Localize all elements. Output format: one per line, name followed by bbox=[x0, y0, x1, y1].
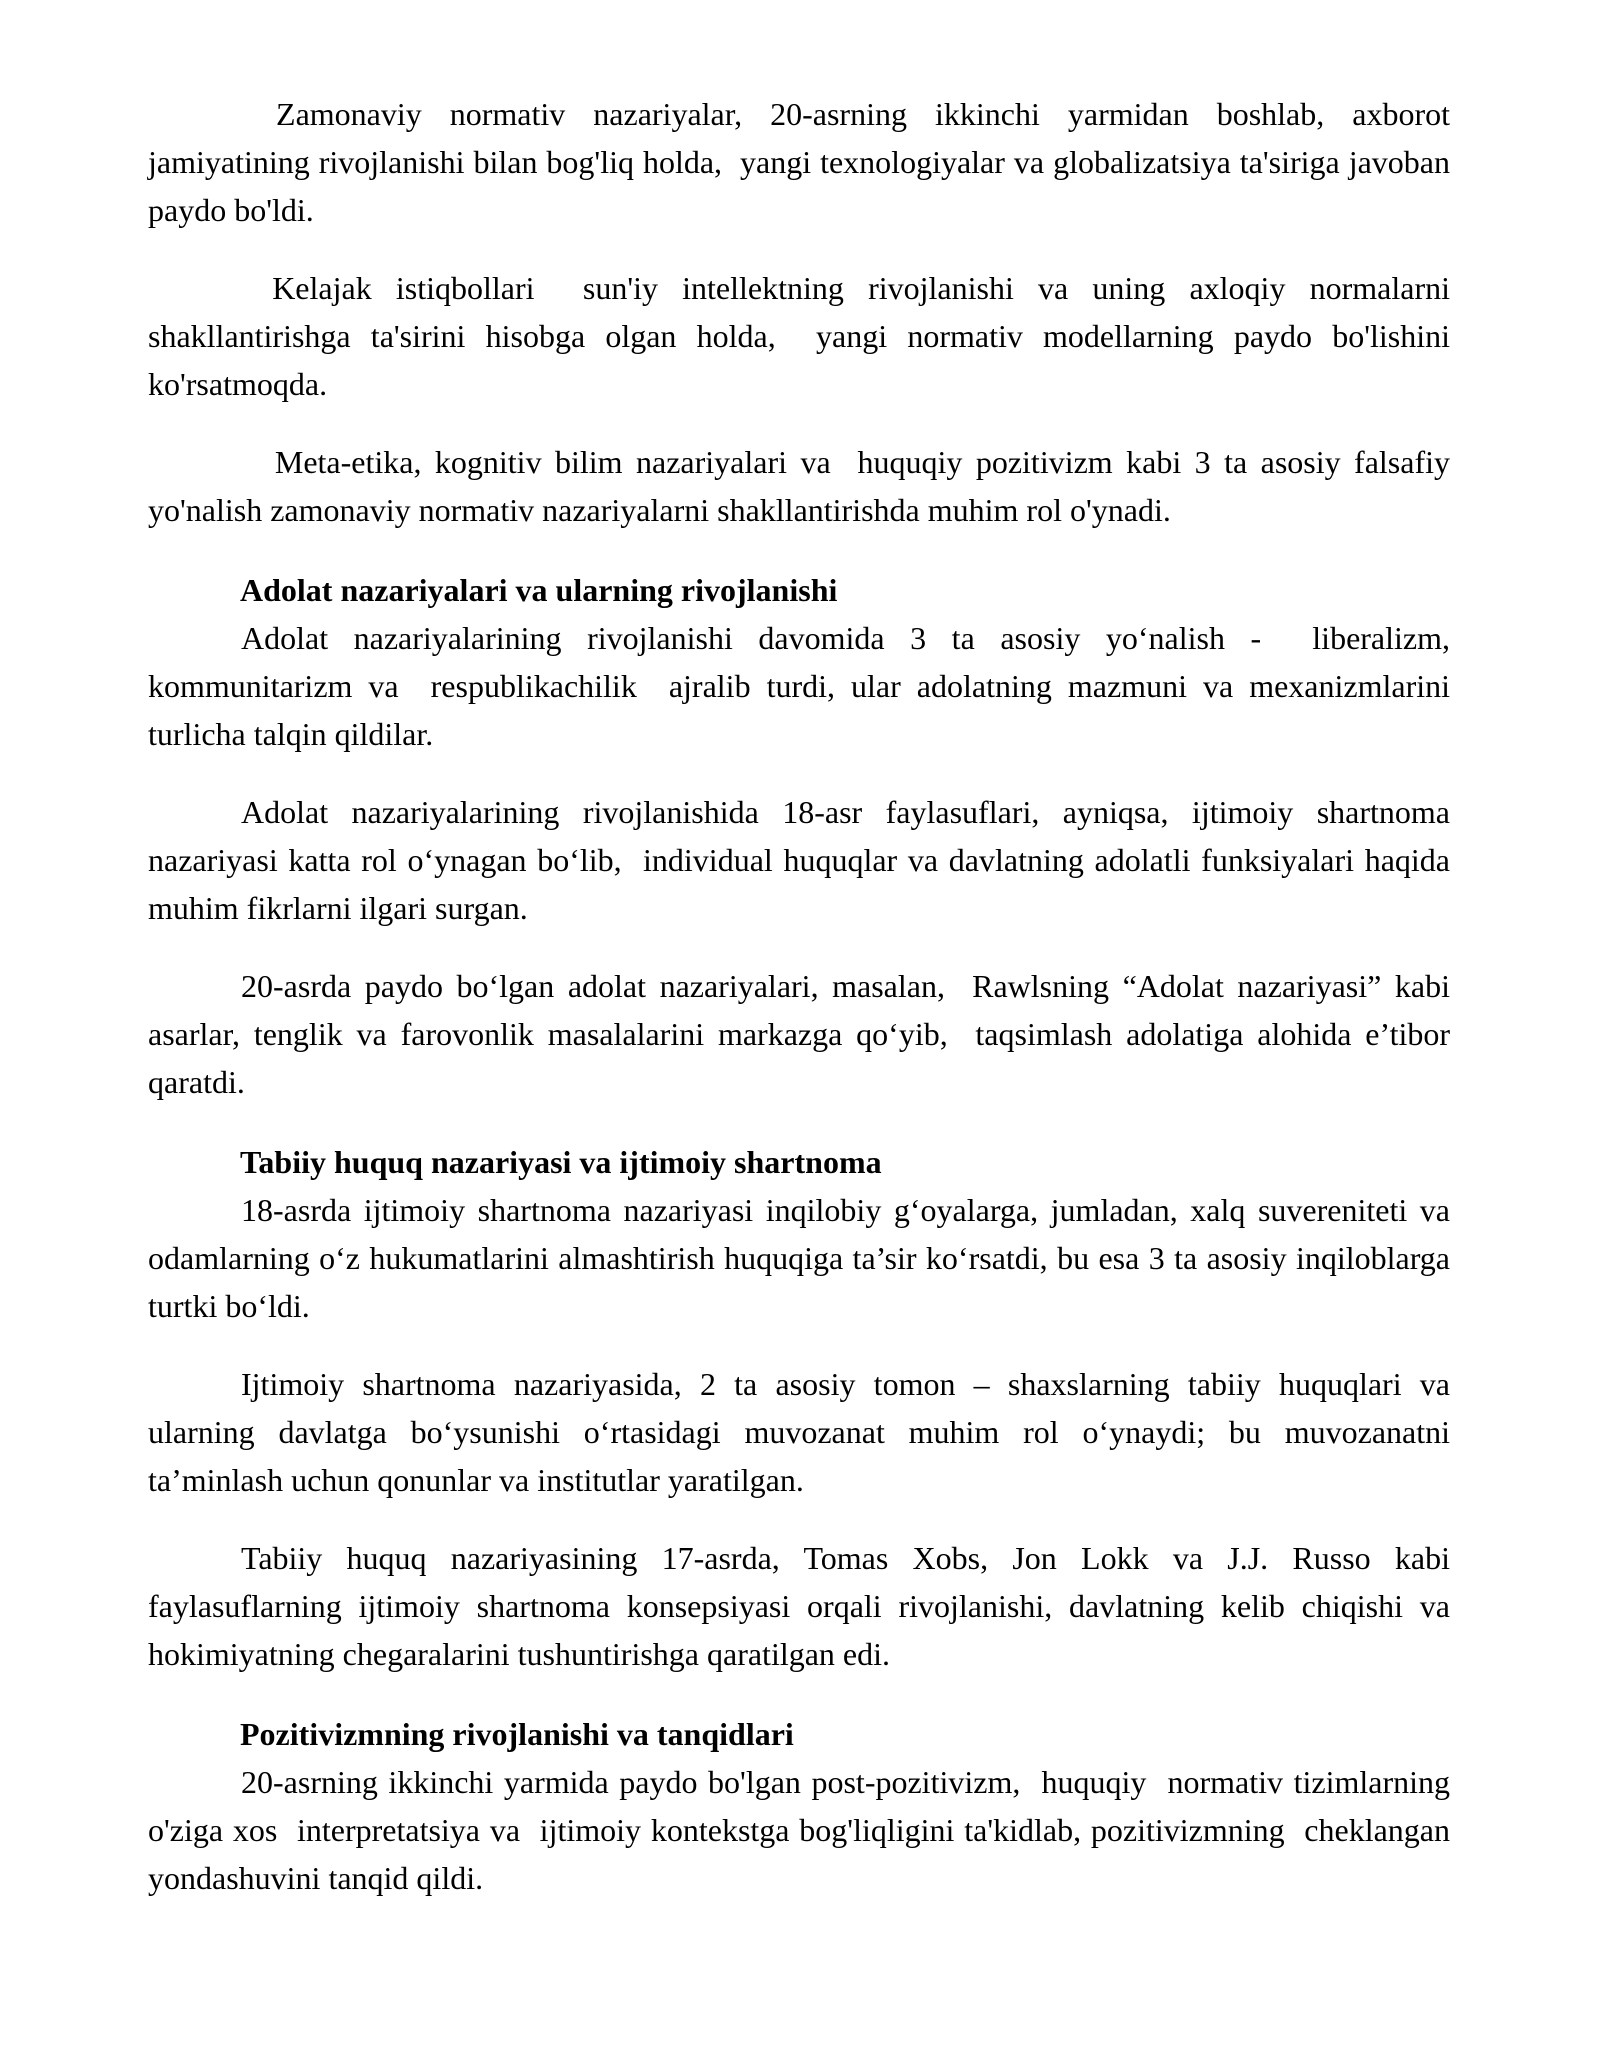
paragraph-intro-1: Zamonaviy normativ nazariyalar, 20-asrning ikkinchi yarmidan boshlab, axborot jamiyatining rivojlanishi bilan bog'liq holda, yangi texnologiyalar va globalizatsiya ta'siriga javoban paydo bo'ldi. bbox=[148, 96, 1459, 228]
section-heading-natural-law: Tabiiy huquq nazariyasi va ijtimoiy shartnoma bbox=[240, 1144, 882, 1180]
paragraph-intro-2: Kelajak istiqbollari sun'iy intellektning rivojlanishi va uning axloqiy normalarni shakllantirishga ta'sirini hisobga olgan holda, yangi normativ modellarning paydo bo'lishini ko'rsatmoqda. bbox=[148, 270, 1466, 402]
paragraph-intro-3: Meta-etika, kognitiv bilim nazariyalari va huquqiy pozitivizm kabi 3 ta asosiy falsafiy yo'nalish zamonaviy normativ nazariyalarni shakllantirishda muhim rol o'ynadi. bbox=[148, 444, 1459, 528]
section-2-paragraph-1: 18-asrda ijtimoiy shartnoma nazariyasi inqilobiy g‘oyalarga, jumladan, xalq suvereniteti va odamlarning o‘z hukumatlarini almashtirish huquqiga ta’sir ko‘rsatdi, bu esa 3 ta asosiy inqiloblarga turtki bo‘ldi. bbox=[148, 1192, 1458, 1324]
section-2-paragraph-3: Tabiiy huquq nazariyasining 17-asrda, Tomas Xobs, Jon Lokk va J.J. Russo kabi faylasuflarning ijtimoiy shartnoma konsepsiyasi orqali rivojlanishi, davlatning kelib chiqishi va hokimiyatning chegaralarini tushuntirishga qaratilgan edi. bbox=[148, 1540, 1458, 1672]
section-1-paragraph-2: Adolat nazariyalarining rivojlanishida 18-asr faylasuflari, ayniqsa, ijtimoiy shartnoma nazariyasi katta rol o‘ynagan bo‘lib, individual huquqlar va davlatning adolatli funksiyalari haqida muhim fikrlarni ilgari surgan. bbox=[148, 794, 1458, 926]
section-1-paragraph-1: Adolat nazariyalarining rivojlanishi davomida 3 ta asosiy yo‘nalish - liberalizm, kommunitarizm va respublikachilik ajralib turdi, ular adolatning mazmuni va mexanizmlarini turlicha talqin qildilar. bbox=[148, 620, 1458, 752]
section-1-paragraph-3: 20-asrda paydo bo‘lgan adolat nazariyalari, masalan, Rawlsning “Adolat nazariyasi” kabi asarlar, tenglik va farovonlik masalalarini markazga qo‘yib, taqsimlash adolatiga alohida e’tibor qaratdi. bbox=[148, 968, 1458, 1100]
section-heading-positivism: Pozitivizmning rivojlanishi va tanqidlari bbox=[240, 1716, 794, 1752]
section-3-paragraph-1: 20-asrning ikkinchi yarmida paydo bo'lgan post-pozitivizm, huquqiy normativ tizimlarning o'ziga xos interpretatsiya va ijtimoiy kontekstga bog'liqligini ta'kidlab, pozitivizmning cheklangan yondashuvini tanqid qildi. bbox=[148, 1764, 1466, 1896]
section-heading-justice-theories: Adolat nazariyalari va ularning rivojlanishi bbox=[240, 572, 838, 608]
section-2-paragraph-2: Ijtimoiy shartnoma nazariyasida, 2 ta asosiy tomon – shaxslarning tabiiy huquqlari va ularning davlatga bo‘ysunishi o‘rtasidagi muvozanat muhim rol o‘ynaydi; bu muvozanatni ta’minlash uchun qonunlar va institutlar yaratilgan. bbox=[148, 1366, 1458, 1498]
document-page bbox=[148, 90, 1466, 1902]
